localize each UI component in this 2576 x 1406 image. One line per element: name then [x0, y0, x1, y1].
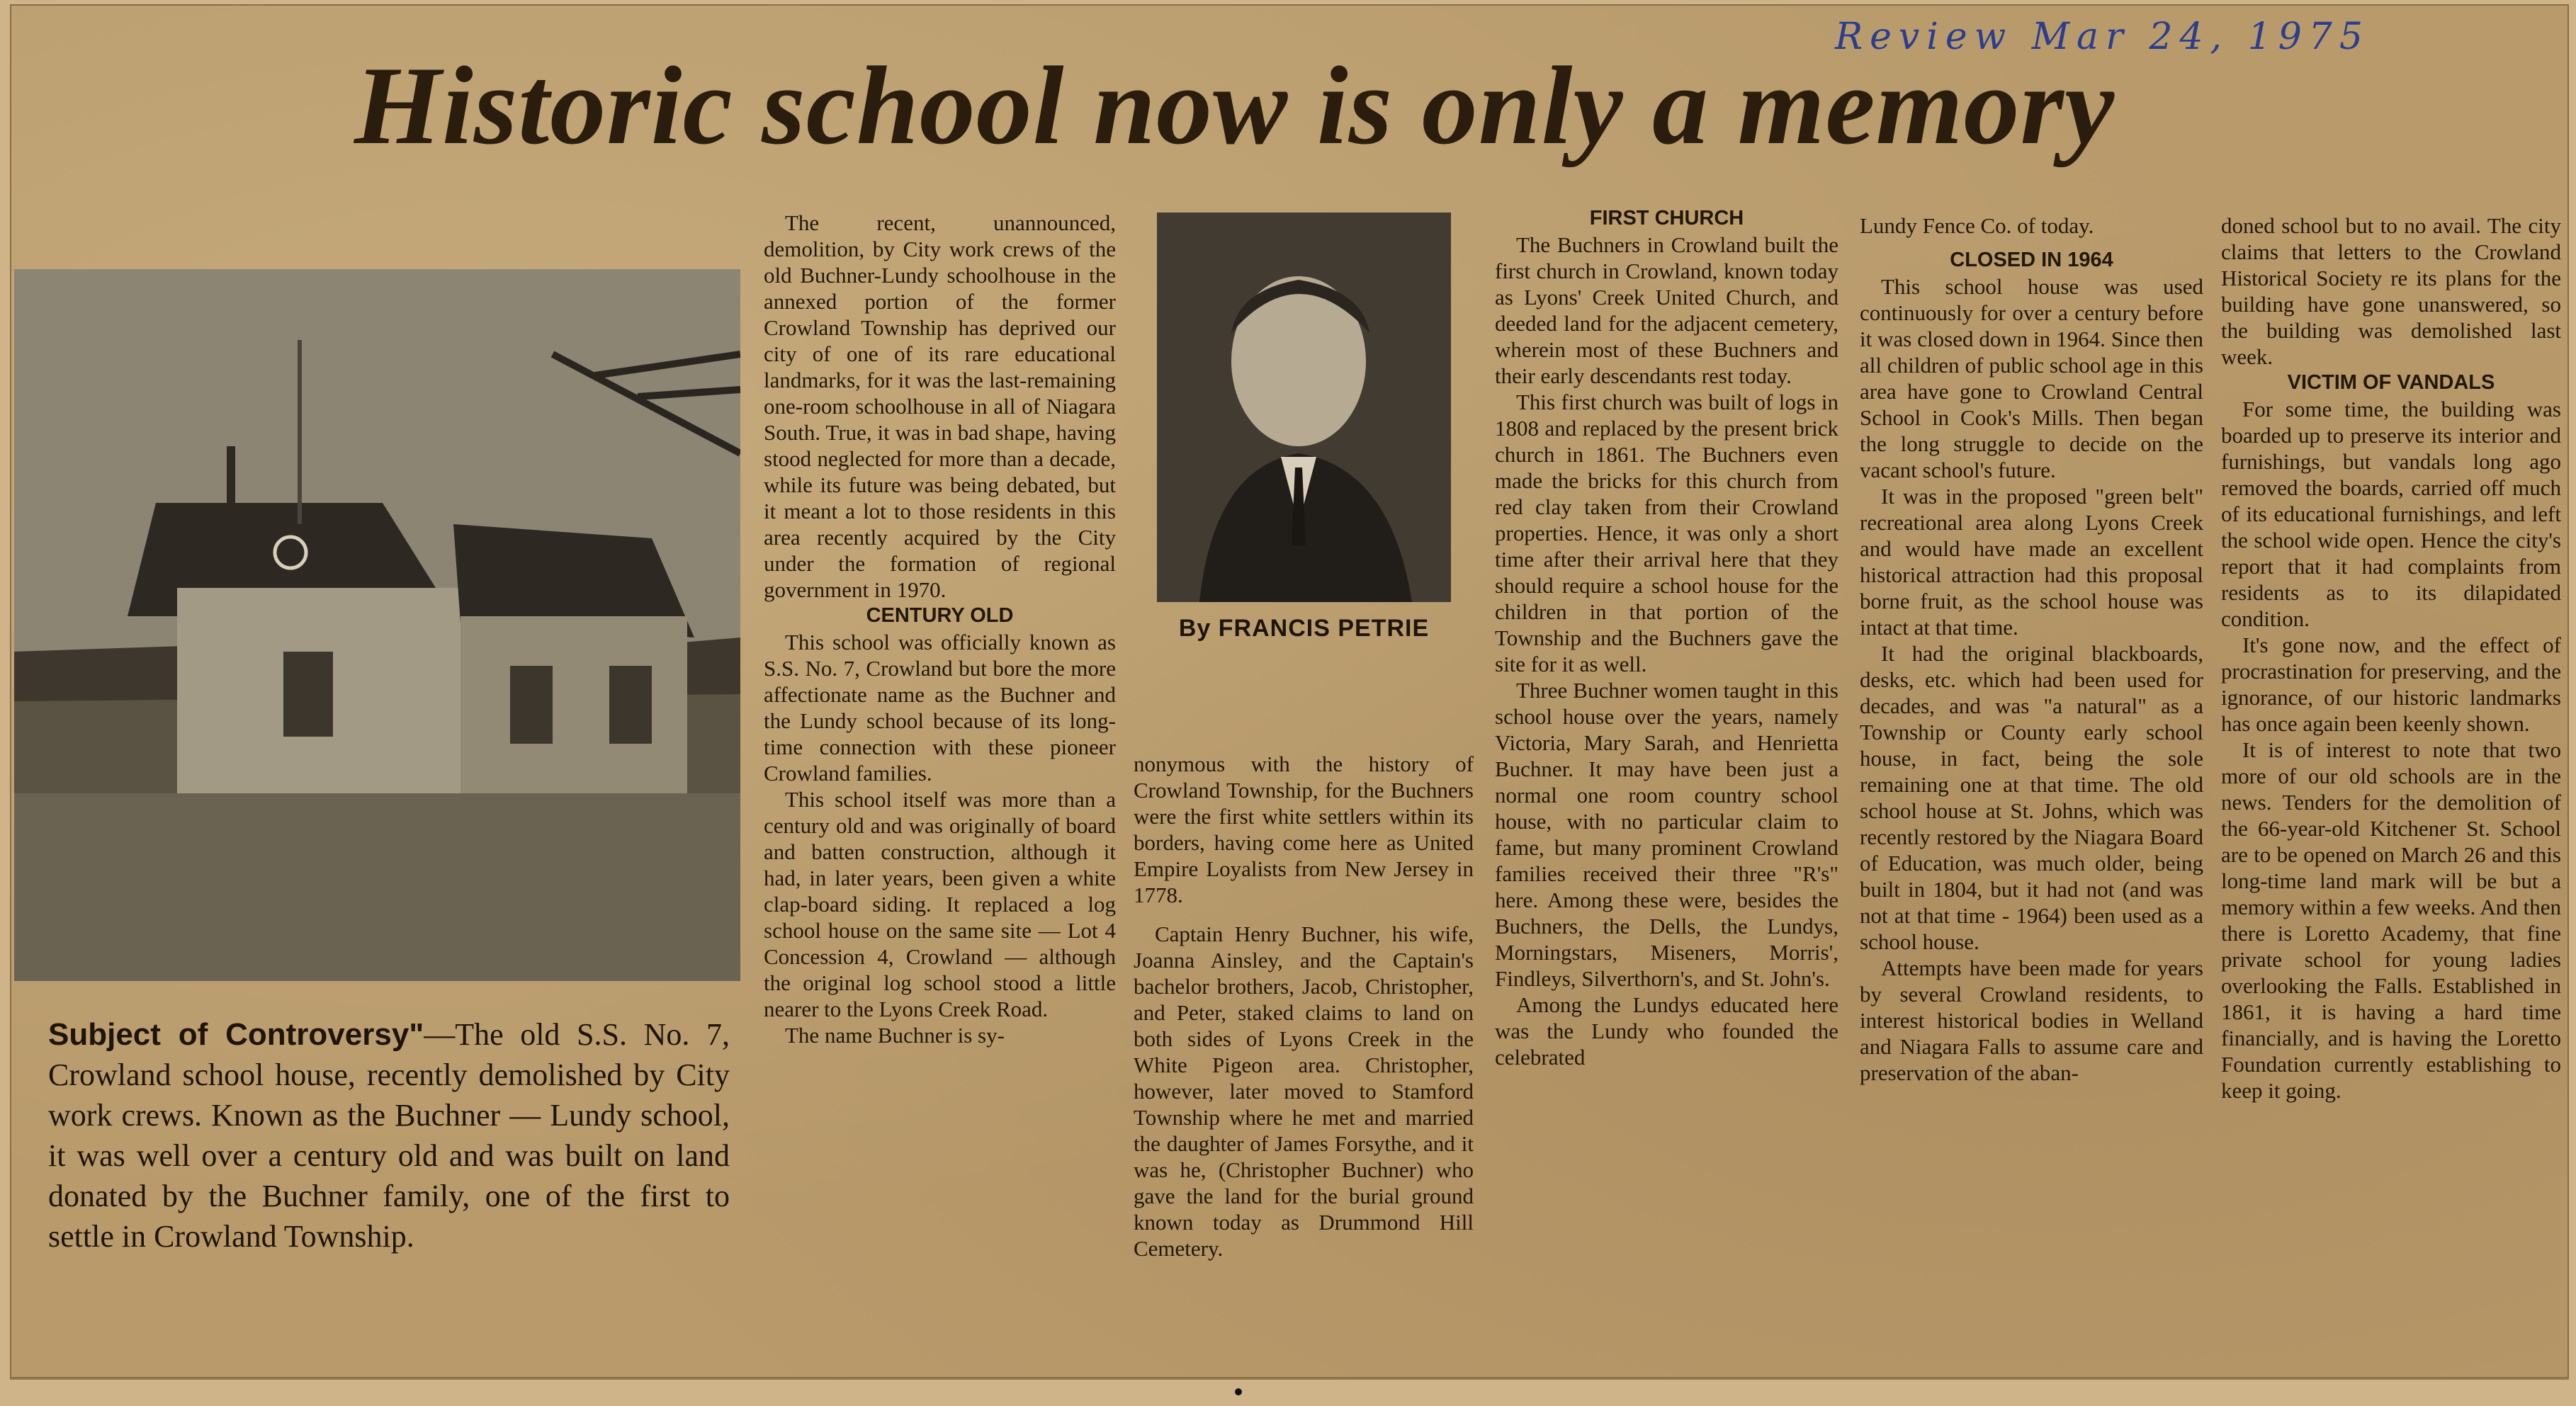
ink-dot: [1235, 1388, 1242, 1395]
paragraph: Lundy Fence Co. of today.: [1860, 213, 2094, 238]
paragraph: nonymous with the history of Crowland Township, for the Buchners were the first white settlers within its borders, having come here as United Empire Loyalists from New Jersey in 1778.: [1134, 752, 1474, 907]
paragraph: The recent, unannounced, demolition, by City work crews of the old Buchner-Lundy schoolhouse in the annexed portion of the former Crowland Township has deprived our city of one of its rare educational landmarks, for it was the last-remaining one-room schoolhouse in all of Niagara South. True, it was in bad shape, having stood neglected for more than a decade, while its future was being debated, but it meant a lot to those residents in this area recently acquired by the City under the formation of regional government in 1970.: [764, 210, 1116, 602]
paragraph: It had the original blackboards, desks, etc. which had been used for decades, and was "a natural" as a Township or County early school house, in fact, being the sole remaining one at that time. The old school house at St. Johns, which was recently restored by the Niagara Board of Education, was much older, being built in 1804, but it had not (and was not at that time - 1964) been used as a school house.: [1860, 641, 2203, 954]
subheading-first-church: FIRST CHURCH: [1589, 207, 1744, 229]
caption-lead: Subject of Controversy": [48, 1017, 424, 1052]
paragraph: Captain Henry Buchner, his wife, Joanna Ainsley, and the Captain's bachelor brothers, Jacob, Christopher, and Peter, staked claims to land on both sides of Lyons Creek in the White Pigeon area. Christopher, however, later moved to Stamford Township where he met and married the daughter of James Forsythe, and it was he, (Christopher Buchner) who gave the land for the burial ground known today as Drummond Hill Cemetery.: [1134, 922, 1474, 1261]
paragraph: The name Buchner is sy-: [785, 1023, 1005, 1048]
portrait-image: [1157, 212, 1451, 602]
author-portrait: [1157, 212, 1451, 602]
schoolhouse-image: [14, 269, 740, 981]
subheading-victim-of-vandals: VICTIM OF VANDALS: [2287, 371, 2495, 394]
article-column-5: [2221, 212, 2561, 1385]
article-column-1: [764, 210, 1116, 1382]
clipping-edge: [10, 1378, 2569, 1380]
photo-caption: [48, 1014, 730, 1257]
paragraph: This school itself was more than a century old and was originally of board and batten construction, although it had, in later years, been given a white clap-board siding. It replaced a log school house on the same site — Lot 4 Concession 4, Crowland — although the original log school stood a little nearer to the Lyons Creek Road.: [764, 787, 1116, 1021]
paragraph: The Buchners in Crowland built the first church in Crowland, known today as Lyons' Creek United Church, and deeded land for the adjacent cemetery, wherein most of these Buchners and their early descendants rest today.: [1495, 232, 1838, 388]
subheading-century-old: CENTURY OLD: [866, 604, 1014, 627]
article-column-3: [1495, 205, 1838, 1385]
paragraph: This first church was built of logs in 1808 and replaced by the present brick church in 1861. The Buchners even made the bricks for this church from red clay taken from their Crowland properties. Hence, it was only a short time after their arrival here that they should require a school house for the children in that portion of the Township and the Buchners gave the site for it as well.: [1495, 390, 1838, 676]
paragraph: It's gone now, and the effect of procrastination for preserving, and the ignorance, of our historic landmarks has once again been keenly shown.: [2221, 633, 2561, 736]
article-column-4: [1860, 212, 2203, 1385]
headline: Historic school now is only a memory: [354, 44, 2115, 168]
paragraph: It was in the proposed "green belt" recreational area along Lyons Creek and would have made an excellent historical attraction had this proposal borne fruit, as the school house was intact at that time.: [1860, 484, 2203, 640]
paragraph: For some time, the building was boarded up to preserve its interior and furnishings, but vandals long ago removed the boards, carried off much of its educational furnishings, and left the school wide open. Hence the city's report that it had complaints from residents as to its dilapidated condition.: [2221, 397, 2561, 631]
paragraph: Among the Lundys educated here was the Lundy who founded the celebrated: [1495, 992, 1838, 1070]
paragraph: doned school but to no avail. The city claims that letters to the Crowland Historical Society re its plans for the building have gone unanswered, so the building was demolished last week.: [2221, 213, 2561, 369]
paragraph: Attempts have been made for years by several Crowland residents, to interest historical bodies in Welland and Niagara Falls to assume care and preservation of the aban-: [1860, 956, 2203, 1085]
article-column-2: [1134, 751, 1474, 1388]
paragraph: Three Buchner women taught in this school house over the years, namely Victoria, Mary Sarah, and Henrietta Buchner. It may have been just a normal one room country school house, with no particular claim to fame, but many prominent Crowland families received their three "R's" here. Among these were, besides the Buchners, the Dells, the Lundys, Morningstars, Miseners, Morris', Findleys, Silverthorn's, and St. John's.: [1495, 678, 1838, 991]
handwritten-date-note: Review Mar 24, 1975: [1835, 16, 2370, 58]
paragraph: This school house was used continuously for over a century before it was closed down in 1964. Since then all children of public school age in this area have gone to Crowland Central School in Cook's Mills. Then began the long struggle to decide on the vacant school's future.: [1860, 274, 2203, 482]
subheading-closed-in-1964: CLOSED IN 1964: [1950, 249, 2113, 271]
school-photograph: [14, 269, 740, 981]
paragraph: It is of interest to note that two more of our old schools are in the news. Tenders for the demolition of the 66-year-old Kitchener St. School are to be opened on March 26 and this long-time land mark will be but a memory within a few weeks. And then there is Loretto Academy, that fine private school for young ladies overlooking the Falls. Established in 1861, it is having a hard time financially, and is having the Loretto Foundation currently establishing to keep it going.: [2221, 737, 2561, 1103]
paragraph: This school was officially known as S.S. No. 7, Crowland but bore the more affectionate name as the Buchner and the Lundy school because of its long-time connection with these pioneer Crowland families.: [764, 630, 1116, 786]
byline: By FRANCIS PETRIE: [1178, 615, 1430, 642]
caption-text: —The old S.S. No. 7, Crowland school house, recently demolished by City work crews. Known as the Buchner — Lundy school, it was well over a century old and was built on land donated by the Buchner family, one of the first to settle in Crowland Township.: [48, 1017, 730, 1254]
